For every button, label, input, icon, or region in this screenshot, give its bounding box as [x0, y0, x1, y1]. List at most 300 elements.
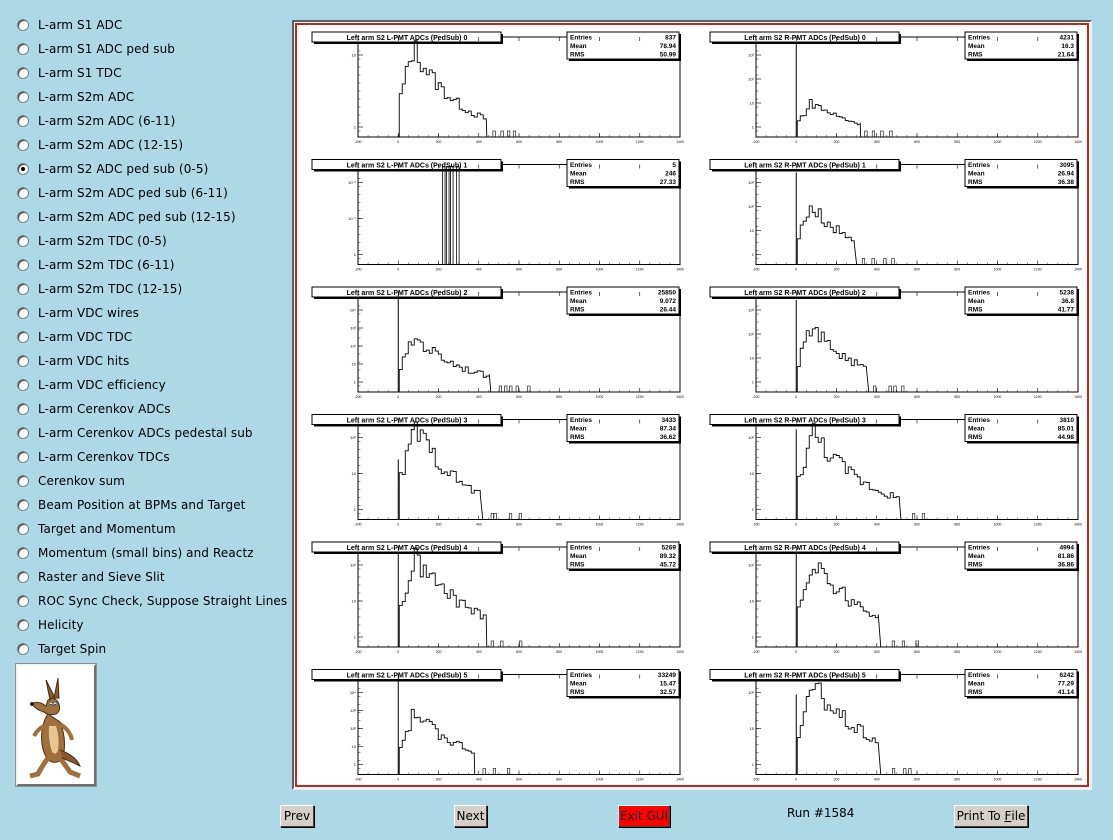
print-label-prefix: Print To	[956, 809, 1005, 823]
x-tick-label: 400	[475, 777, 482, 782]
histogram-panel	[710, 670, 1082, 782]
x-tick-label: 600	[914, 140, 920, 144]
x-tick-label: 400	[873, 777, 880, 782]
x-tick-label: 800	[954, 140, 961, 144]
x-tick-label: -200	[752, 395, 760, 399]
histogram-title: Left arm S2 R-PMT ADCs (PedSub) 5	[744, 672, 866, 680]
stats-mean-value: 15.47	[659, 680, 676, 688]
stats-rms-value: 21.64	[1057, 51, 1074, 59]
radio-option[interactable]	[16, 613, 286, 637]
stats-mean-value: 87.34	[659, 425, 676, 433]
title-box-shadow	[712, 680, 901, 682]
radio-option-label: Raster and Sieve Slit	[38, 570, 165, 584]
radio-option-label: L-arm Cerenkov TDCs	[38, 450, 170, 464]
stats-mean-label: Mean	[570, 553, 587, 560]
radio-unselected-icon[interactable]	[17, 403, 29, 415]
x-tick-label: 0	[397, 140, 400, 144]
radio-option[interactable]	[16, 157, 286, 181]
stats-rms-value: 45.72	[659, 561, 676, 569]
print-label-mnemonic: F	[1004, 809, 1012, 823]
radio-unselected-icon[interactable]	[17, 139, 29, 151]
radio-option[interactable]	[16, 397, 286, 421]
x-tick-label: 0	[795, 777, 798, 782]
x-tick-label: 600	[914, 522, 920, 527]
x-tick-label: 600	[516, 522, 522, 527]
stats-box-shadow	[569, 442, 681, 444]
stats-mean-value: 9.072	[659, 298, 676, 305]
histogram-title: Left arm S2 L-PMT ADCs (PedSub) 2	[346, 290, 468, 297]
y-tick-label: 10⁻²	[348, 180, 356, 185]
histogram-title: Left arm S2 R-PMT ADCs (PedSub) 2	[744, 290, 866, 297]
title-box-shadow	[314, 42, 503, 44]
x-tick-label: 1000	[595, 140, 604, 144]
y-tick-label: 1	[751, 634, 754, 640]
radio-unselected-icon[interactable]	[17, 211, 29, 223]
x-tick-label: 0	[795, 267, 798, 272]
stats-rms-value: 41.77	[1057, 306, 1074, 314]
stats-rms-value: 27.33	[659, 179, 676, 186]
y-tick-label: 1	[353, 252, 356, 257]
radio-option[interactable]	[16, 85, 286, 109]
x-tick-label: 400	[475, 522, 482, 527]
radio-option-label: L-arm S2m TDC (12-15)	[38, 282, 183, 296]
stats-rms-value: 44.98	[1057, 434, 1074, 441]
stats-rms-label: RMS	[968, 561, 983, 569]
radio-option[interactable]	[16, 181, 286, 205]
radio-unselected-icon[interactable]	[17, 19, 29, 31]
radio-option-label: L-arm S2m ADC (12-15)	[38, 138, 184, 152]
stats-box-shadow	[967, 59, 1079, 61]
x-tick-label: 1000	[595, 395, 604, 399]
title-box-shadow	[712, 170, 901, 172]
y-tick-label: 1	[353, 762, 356, 767]
stats-entries-value: 3433	[661, 417, 676, 424]
stats-entries-label: Entries	[570, 417, 593, 424]
stats-entries-label: Entries	[570, 289, 593, 297]
stats-mean-label: Mean	[570, 298, 587, 305]
stats-box-shadow	[569, 59, 681, 61]
radio-option-label: L-arm S2m TDC (6-11)	[38, 258, 175, 272]
x-tick-label: 800	[556, 140, 563, 144]
histogram-title: Left arm S2 R-PMT ADCs (PedSub) 4	[744, 545, 866, 552]
x-tick-label: -200	[354, 650, 362, 654]
stats-mean-value: 77.29	[1057, 680, 1074, 688]
radio-option[interactable]	[16, 37, 286, 61]
y-tick-label: 1	[751, 507, 754, 512]
radio-option[interactable]	[16, 133, 286, 157]
title-box-shadow	[314, 170, 503, 172]
x-tick-label: 400	[475, 395, 482, 399]
stats-entries-label: Entries	[968, 34, 991, 42]
stats-mean-label: Mean	[968, 680, 985, 688]
exit-gui-button[interactable]: Exit GUI	[618, 805, 670, 827]
y-tick-label: 10²	[350, 435, 356, 440]
radio-option-label: Target and Momentum	[38, 522, 176, 536]
y-tick-label: 10²	[350, 726, 356, 731]
histogram-panel	[312, 32, 684, 144]
radio-option-label: Momentum (small bins) and Reactz	[38, 546, 254, 560]
stats-entries-value: 4994	[1059, 544, 1074, 552]
stats-mean-value: 246	[665, 170, 676, 178]
radio-option-label: L-arm S2m TDC (0-5)	[38, 234, 167, 248]
stats-rms-value: 36.86	[1057, 561, 1074, 569]
stats-box-shadow	[569, 314, 681, 316]
radio-unselected-icon[interactable]	[17, 67, 29, 79]
x-tick-label: 1400	[676, 395, 684, 399]
radio-option[interactable]	[16, 349, 286, 373]
stats-entries-label: Entries	[570, 162, 593, 169]
prev-button[interactable]: Prev	[280, 805, 314, 827]
radio-unselected-icon[interactable]	[17, 571, 29, 583]
x-tick-label: 1000	[993, 522, 1002, 527]
radio-option-label: L-arm VDC hits	[38, 354, 130, 368]
stats-entries-label: Entries	[968, 289, 991, 297]
stats-entries-value: 837	[665, 34, 676, 42]
radio-option-label: L-arm S1 ADC ped sub	[38, 42, 175, 56]
x-tick-label: 1200	[1033, 522, 1042, 527]
radio-option[interactable]	[16, 589, 286, 613]
radio-unselected-icon[interactable]	[17, 307, 29, 319]
stats-entries-label: Entries	[570, 544, 593, 552]
radio-option-label: L-arm VDC wires	[38, 306, 139, 320]
x-tick-label: 1400	[1074, 395, 1082, 399]
stats-box-shadow	[967, 314, 1079, 316]
stats-rms-label: RMS	[968, 179, 983, 186]
histogram-title: Left arm S2 R-PMT ADCs (PedSub) 0	[744, 35, 866, 42]
stats-mean-label: Mean	[968, 170, 985, 178]
title-box-shadow	[314, 680, 503, 682]
radio-unselected-icon[interactable]	[17, 475, 29, 487]
radio-unselected-icon[interactable]	[17, 379, 29, 391]
radio-option[interactable]	[16, 13, 286, 37]
x-tick-label: 1400	[1074, 522, 1082, 527]
y-tick-label: 10	[351, 598, 356, 604]
radio-option[interactable]	[16, 205, 286, 229]
radio-option[interactable]	[16, 301, 286, 325]
stats-entries-value: 5269	[661, 544, 676, 552]
x-tick-label: -200	[752, 267, 760, 272]
x-tick-label: 400	[475, 650, 482, 654]
stats-mean-value: 78.94	[659, 43, 676, 50]
y-tick-label: 1	[751, 379, 754, 385]
histogram-panel	[710, 542, 1082, 654]
x-tick-label: 600	[516, 650, 522, 654]
stats-mean-value: 85.01	[1057, 425, 1074, 433]
y-tick-label: 1	[353, 634, 356, 640]
stats-rms-label: RMS	[570, 434, 585, 441]
x-tick-label: 200	[435, 267, 442, 272]
x-tick-label: -200	[354, 395, 362, 399]
y-tick-label: 10²	[748, 76, 754, 82]
stats-entries-label: Entries	[968, 672, 991, 679]
stats-entries-label: Entries	[570, 672, 593, 679]
histogram-title: Left arm S2 L-PMT ADCs (PedSub) 3	[346, 417, 468, 425]
stats-box-shadow	[569, 187, 681, 189]
x-tick-label: 200	[435, 650, 442, 654]
x-tick-label: 1000	[993, 267, 1002, 272]
radio-unselected-icon[interactable]	[17, 595, 29, 607]
stats-entries-value: 25850	[657, 289, 676, 297]
radio-option[interactable]	[16, 493, 286, 517]
y-tick-label: 10	[749, 100, 754, 106]
x-tick-label: -200	[752, 140, 760, 144]
y-tick-label: 10²	[748, 690, 754, 695]
radio-unselected-icon[interactable]	[17, 643, 29, 655]
x-tick-label: 600	[516, 395, 522, 399]
y-tick-label: 1	[751, 762, 754, 767]
stats-rms-label: RMS	[968, 689, 983, 696]
radio-option[interactable]	[16, 637, 286, 661]
x-tick-label: 800	[954, 650, 961, 654]
stats-mean-label: Mean	[570, 425, 587, 433]
radio-unselected-icon[interactable]	[17, 619, 29, 631]
display-selection-list	[16, 13, 286, 661]
radio-option[interactable]	[16, 445, 286, 469]
y-tick-label: 10⁴	[349, 307, 356, 313]
stats-entries-value: 4231	[1059, 34, 1074, 42]
stats-box-shadow	[967, 569, 1079, 571]
x-tick-label: 200	[833, 522, 840, 527]
x-tick-label: -200	[354, 522, 362, 527]
y-tick-label: 10²	[350, 343, 356, 349]
x-tick-label: 1400	[1074, 650, 1082, 654]
histogram-panel	[312, 287, 684, 399]
title-box-shadow	[314, 425, 503, 427]
x-tick-label: 600	[914, 395, 920, 399]
x-tick-label: 1200	[1033, 267, 1042, 272]
radio-option-label: L-arm S2m ADC	[38, 90, 135, 104]
radio-unselected-icon[interactable]	[17, 523, 29, 535]
y-tick-label: 10⁻¹	[348, 216, 356, 221]
y-tick-label: 1	[353, 124, 356, 130]
x-tick-label: 1000	[993, 395, 1002, 399]
radio-option[interactable]	[16, 541, 286, 565]
x-tick-label: -200	[752, 522, 760, 527]
x-tick-label: 1200	[635, 267, 644, 272]
x-tick-label: 1000	[595, 777, 604, 782]
radio-option-label: L-arm S2 ADC ped sub (0-5)	[38, 162, 209, 176]
radio-unselected-icon[interactable]	[17, 499, 29, 511]
stats-mean-value: 16.3	[1061, 43, 1074, 50]
x-tick-label: -200	[354, 267, 362, 272]
radio-unselected-icon[interactable]	[17, 187, 29, 199]
stats-box-shadow	[967, 187, 1079, 189]
x-tick-label: 1200	[635, 395, 644, 399]
y-tick-label: 10³	[748, 180, 754, 185]
stats-mean-label: Mean	[570, 43, 587, 50]
stats-entries-value: 5	[672, 162, 676, 169]
y-tick-label: 1	[353, 379, 356, 385]
x-tick-label: 600	[914, 650, 920, 654]
x-tick-label: 0	[397, 650, 400, 654]
stats-rms-label: RMS	[968, 306, 983, 314]
x-tick-label: 1400	[676, 650, 684, 654]
y-tick-label: 10	[749, 726, 754, 731]
radio-option[interactable]	[16, 61, 286, 85]
title-box-shadow	[712, 297, 901, 299]
radio-unselected-icon[interactable]	[17, 451, 29, 463]
radio-option-label: L-arm S2m ADC ped sub (6-11)	[38, 186, 228, 200]
stats-entries-value: 6242	[1059, 672, 1074, 679]
print-to-file-button[interactable]	[954, 805, 1028, 827]
radio-unselected-icon[interactable]	[17, 283, 29, 295]
radio-option[interactable]	[16, 229, 286, 253]
stats-entries-label: Entries	[968, 162, 991, 169]
x-tick-label: 600	[516, 267, 522, 272]
stats-entries-label: Entries	[968, 544, 991, 552]
x-tick-label: 0	[397, 395, 400, 399]
x-tick-label: 400	[475, 140, 482, 144]
stats-mean-label: Mean	[968, 553, 985, 560]
x-tick-label: 0	[397, 267, 400, 272]
x-tick-label: 400	[873, 395, 880, 399]
x-tick-label: 800	[556, 777, 563, 782]
x-tick-label: -200	[354, 140, 362, 144]
stats-rms-label: RMS	[570, 179, 585, 186]
radio-unselected-icon[interactable]	[17, 235, 29, 247]
radio-unselected-icon[interactable]	[17, 427, 29, 439]
x-tick-label: 800	[954, 395, 961, 399]
y-tick-label: 10³	[748, 52, 754, 58]
x-tick-label: 1400	[676, 267, 684, 272]
stats-entries-value: 3810	[1059, 417, 1074, 424]
radio-option[interactable]	[16, 469, 286, 493]
stats-mean-label: Mean	[968, 43, 985, 50]
histogram-panel	[710, 160, 1082, 272]
title-box-shadow	[712, 42, 901, 44]
radio-option-label: Helicity	[38, 618, 84, 632]
radio-option-label: L-arm S2m ADC ped sub (12-15)	[38, 210, 236, 224]
stats-mean-label: Mean	[968, 425, 985, 433]
x-tick-label: 200	[435, 140, 442, 144]
radio-option[interactable]	[16, 277, 286, 301]
histogram-title: Left arm S2 L-PMT ADCs (PedSub) 5	[346, 672, 468, 680]
x-tick-label: 1200	[1033, 395, 1042, 399]
radio-option-label: L-arm S1 ADC	[38, 18, 123, 32]
x-tick-label: 1400	[676, 140, 684, 144]
radio-unselected-icon[interactable]	[17, 331, 29, 343]
y-tick-label: 10²	[748, 204, 754, 209]
y-tick-label: 10³	[748, 307, 754, 313]
stats-entries-value: 3095	[1059, 162, 1074, 169]
radio-option[interactable]	[16, 325, 286, 349]
stats-rms-value: 36.62	[659, 434, 676, 441]
print-label-suffix: ile	[1011, 809, 1026, 823]
y-tick-label: 10²	[748, 435, 754, 440]
radio-option[interactable]	[16, 373, 286, 397]
y-tick-label: 10³	[350, 325, 356, 331]
radio-selected-icon[interactable]	[17, 163, 29, 175]
stats-mean-value: 26.94	[1057, 170, 1074, 178]
y-tick-label: 10	[749, 355, 754, 361]
x-tick-label: 0	[397, 522, 400, 527]
x-tick-label: 800	[954, 522, 961, 527]
histogram-title: Left arm S2 L-PMT ADCs (PedSub) 4	[346, 545, 468, 552]
stats-mean-label: Mean	[570, 170, 587, 178]
histogram-panel	[312, 670, 684, 782]
radio-unselected-icon[interactable]	[17, 355, 29, 367]
histogram-title: Left arm S2 R-PMT ADCs (PedSub) 3	[744, 417, 866, 425]
x-tick-label: 0	[397, 777, 400, 782]
x-tick-label: 0	[795, 395, 798, 399]
x-tick-label: 200	[833, 267, 840, 272]
x-tick-label: 200	[833, 395, 840, 399]
x-tick-label: 0	[795, 140, 798, 144]
y-tick-label: 1	[353, 507, 356, 512]
stats-rms-value: 36.38	[1057, 179, 1074, 186]
x-tick-label: 200	[833, 777, 840, 782]
y-tick-label: 10	[749, 471, 754, 476]
title-box-shadow	[712, 425, 901, 427]
radio-option-label: Target Spin	[38, 642, 107, 656]
x-tick-label: 1200	[1033, 650, 1042, 654]
histogram-panel	[312, 160, 684, 272]
radio-unselected-icon[interactable]	[17, 91, 29, 103]
y-tick-label: 10³	[350, 708, 356, 713]
stats-rms-value: 26.44	[659, 306, 676, 314]
radio-option[interactable]	[16, 421, 286, 445]
stats-entries-label: Entries	[968, 417, 991, 424]
x-tick-label: 1200	[1033, 140, 1042, 144]
radio-option-label: L-arm S2m ADC (6-11)	[38, 114, 176, 128]
radio-option-label: L-arm VDC efficiency	[38, 378, 166, 392]
radio-option-label: ROC Sync Check, Suppose Straight Lines	[38, 594, 288, 608]
x-tick-label: 1000	[993, 140, 1002, 144]
radio-option[interactable]	[16, 517, 286, 541]
radio-option[interactable]	[16, 253, 286, 277]
x-tick-label: 1000	[595, 267, 604, 272]
x-tick-label: 200	[435, 395, 442, 399]
x-tick-label: 800	[556, 395, 563, 399]
stats-rms-label: RMS	[570, 51, 585, 59]
y-tick-label: 10	[749, 228, 754, 233]
x-tick-label: 1400	[1074, 267, 1082, 272]
y-tick-label: 10²	[350, 562, 356, 568]
stats-box-shadow	[967, 442, 1079, 444]
title-box-shadow	[314, 297, 503, 299]
x-tick-label: 400	[873, 140, 880, 144]
stats-rms-value: 50.99	[659, 51, 676, 59]
stats-rms-label: RMS	[570, 689, 585, 696]
radio-unselected-icon[interactable]	[17, 547, 29, 559]
stats-rms-label: RMS	[968, 51, 983, 59]
stats-entries-value: 5238	[1059, 289, 1074, 297]
stats-box-shadow	[569, 697, 681, 699]
y-tick-label: 10²	[748, 331, 754, 337]
stats-rms-value: 41.14	[1057, 689, 1074, 696]
histogram-panel	[710, 32, 1082, 144]
next-button[interactable]: Next	[454, 805, 487, 827]
radio-option[interactable]	[16, 109, 286, 133]
radio-option-label: L-arm Cerenkov ADCs	[38, 402, 171, 416]
stats-rms-label: RMS	[968, 434, 983, 441]
x-tick-label: 600	[516, 777, 522, 782]
logo-frame	[16, 664, 96, 786]
radio-unselected-icon[interactable]	[17, 259, 29, 271]
y-tick-label: 10²	[748, 562, 754, 568]
radio-unselected-icon[interactable]	[17, 43, 29, 55]
radio-unselected-icon[interactable]	[17, 115, 29, 127]
y-tick-label: 10	[351, 471, 356, 476]
y-tick-label: 10	[351, 744, 356, 749]
stats-box-shadow	[967, 697, 1079, 699]
radio-option[interactable]	[16, 565, 286, 589]
histogram-canvas[interactable]	[292, 20, 1092, 790]
x-tick-label: 400	[873, 650, 880, 654]
stats-mean-value: 89.32	[659, 553, 676, 560]
radio-option-label: Beam Position at BPMs and Target	[38, 498, 246, 512]
x-tick-label: 1000	[595, 522, 604, 527]
